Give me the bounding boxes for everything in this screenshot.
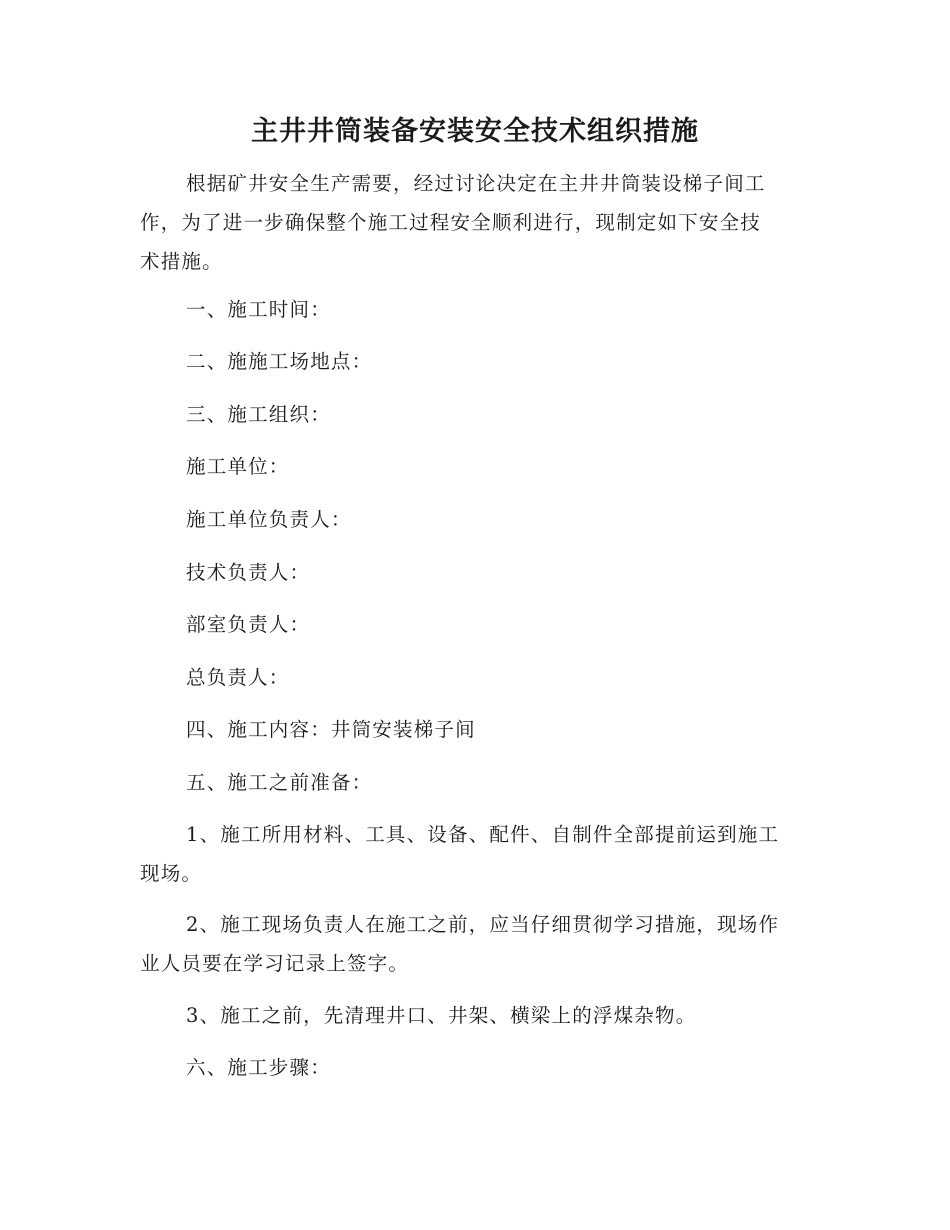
field-dept-leader [140, 605, 805, 644]
prep-item-2-line-2: 业人员要在学习记录上签字。 [140, 952, 410, 975]
section-content [140, 710, 805, 749]
field-dept-leader-text: 部室负责人： [186, 613, 311, 636]
section-time-text: 一、施工时间： [186, 298, 331, 321]
section-location [140, 342, 805, 381]
section-steps-text: 六、施工步骤： [186, 1056, 331, 1079]
prep-item-1 [140, 815, 805, 893]
prep-item-3 [140, 996, 805, 1035]
document-title: 主井井筒装备安装安全技术组织措施 [251, 116, 699, 147]
intro-line-3: 术措施。 [140, 250, 223, 273]
field-chief-leader [140, 658, 805, 697]
intro-line-1: 根据矿井安全生产需要，经过讨论决定在主井井筒装设梯子间工 [186, 172, 766, 195]
field-chief-leader-text: 总负责人： [186, 666, 290, 689]
section-organization [140, 395, 805, 434]
prep-item-1-line-2: 现场。 [140, 862, 203, 885]
section-content-text: 四、施工内容：井筒安装梯子间 [186, 718, 476, 741]
section-time [140, 290, 805, 329]
field-tech-leader [140, 553, 805, 592]
prep-item-3-text: 3、施工之前，先清理井口、井架、横梁上的浮煤杂物。 [186, 1004, 697, 1027]
field-unit-text: 施工单位： [186, 455, 290, 478]
prep-item-2-line-1: 2、施工现场负责人在施工之前，应当仔细贯彻学习措施，现场作 [186, 913, 780, 936]
field-unit [140, 447, 805, 486]
intro-line-2: 作，为了进一步确保整个施工过程安全顺利进行，现制定如下安全技 [140, 211, 762, 234]
prep-item-2 [140, 905, 805, 983]
intro-paragraph [140, 164, 805, 281]
prep-item-1-line-1: 1、施工所用材料、工具、设备、配件、自制件全部提前运到施工 [186, 823, 780, 846]
section-organization-text: 三、施工组织： [186, 403, 331, 426]
section-location-text: 二、施施工场地点： [186, 350, 373, 373]
section-steps [140, 1048, 805, 1087]
field-tech-leader-text: 技术负责人： [186, 561, 311, 584]
section-preparation-text: 五、施工之前准备： [186, 771, 373, 794]
section-preparation [140, 763, 805, 802]
field-unit-leader-text: 施工单位负责人： [186, 508, 352, 531]
field-unit-leader [140, 500, 805, 539]
